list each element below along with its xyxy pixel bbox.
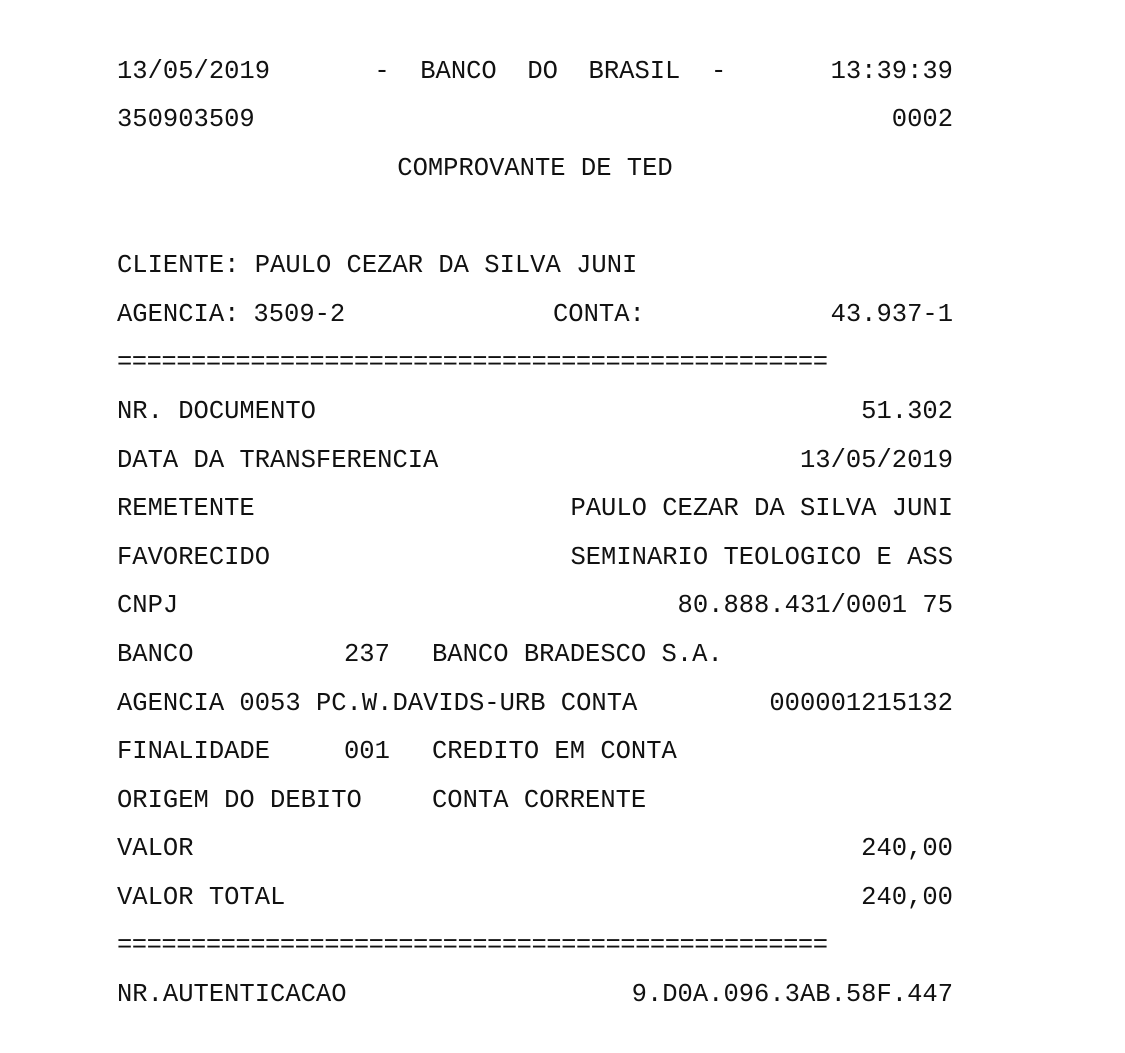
autenticacao-line — [117, 970, 953, 1019]
receipt-title: COMPROVANTE DE TED — [397, 153, 673, 183]
finalidade-line — [117, 727, 953, 776]
receipt-title-line — [117, 144, 953, 193]
ted-receipt — [117, 47, 953, 1019]
favorecido-value: SEMINARIO TEOLOGICO E ASS — [570, 542, 953, 572]
agencia-destino-name: PC.W.DAVIDS-URB CONTA — [315, 688, 638, 718]
conta-value: 43.937-1 — [830, 299, 953, 329]
header-time: 13:39:39 — [830, 56, 953, 86]
cliente-line — [117, 241, 953, 290]
nr-documento-value: 51.302 — [861, 396, 953, 426]
agencia-destino-line — [117, 679, 953, 728]
cnpj-label: CNPJ — [117, 591, 179, 621]
autenticacao-value: 9.D0A.096.3AB.58F.447 — [631, 980, 953, 1010]
agencia-label: AGENCIA: — [117, 299, 240, 329]
agencia-destino-label: AGENCIA 0053 PC.W.DAVIDS-URB CONTA — [117, 688, 638, 718]
remetente-value: PAULO CEZAR DA SILVA JUNI — [570, 494, 953, 524]
origem-label: ORIGEM DO DEBITO — [117, 785, 362, 815]
valor-line — [117, 825, 953, 874]
header-date: 13/05/2019 — [117, 56, 271, 86]
data-transferencia-value: 13/05/2019 — [799, 445, 953, 475]
remetente-label: REMETENTE — [117, 494, 255, 524]
finalidade-desc: CREDITO EM CONTA — [432, 737, 677, 767]
conta-destino-value: 000001215132 — [769, 688, 953, 718]
valor-value: 240,00 — [861, 834, 953, 864]
remetente-line — [117, 484, 953, 533]
valor-total-value: 240,00 — [861, 882, 953, 912]
banco-label: BANCO — [117, 639, 194, 669]
sequence-number: 0002 — [891, 105, 953, 135]
terminal-number: 350903509 — [117, 105, 255, 135]
terminal-line — [117, 96, 953, 145]
nr-documento-line — [117, 387, 953, 436]
origem-value: CONTA CORRENTE — [432, 785, 647, 815]
favorecido-line — [117, 533, 953, 582]
origem-line — [117, 776, 953, 825]
bank-title: - BANCO DO BRASIL - — [374, 56, 727, 86]
header-line — [117, 47, 953, 96]
cnpj-value: 80.888.431/0001 75 — [677, 591, 953, 621]
cnpj-line — [117, 582, 953, 631]
cliente-name: PAULO CEZAR DA SILVA JUNI — [254, 251, 638, 281]
banco-code: 237 — [344, 639, 390, 669]
conta-label: CONTA: — [553, 299, 645, 329]
data-transferencia-line — [117, 436, 953, 485]
favorecido-label: FAVORECIDO — [117, 542, 271, 572]
banco-line — [117, 630, 953, 679]
autenticacao-label: NR.AUTENTICACAO — [117, 980, 347, 1010]
agencia-value: 3509-2 — [253, 299, 346, 329]
separator-top: ================================================ — [117, 348, 828, 378]
agencia-conta-line — [117, 290, 953, 339]
banco-name: BANCO BRADESCO S.A. — [432, 639, 723, 669]
valor-total-line — [117, 873, 953, 922]
valor-label: VALOR — [117, 834, 194, 864]
finalidade-code: 001 — [344, 737, 390, 767]
separator-bottom: ================================================ — [117, 931, 828, 961]
nr-documento-label: NR. DOCUMENTO — [117, 396, 316, 426]
cliente-label: CLIENTE: — [117, 251, 240, 281]
finalidade-label: FINALIDADE — [117, 737, 271, 767]
data-transferencia-label: DATA DA TRANSFERENCIA — [117, 445, 439, 475]
blank-line — [117, 193, 953, 242]
valor-total-label: VALOR TOTAL — [117, 882, 286, 912]
